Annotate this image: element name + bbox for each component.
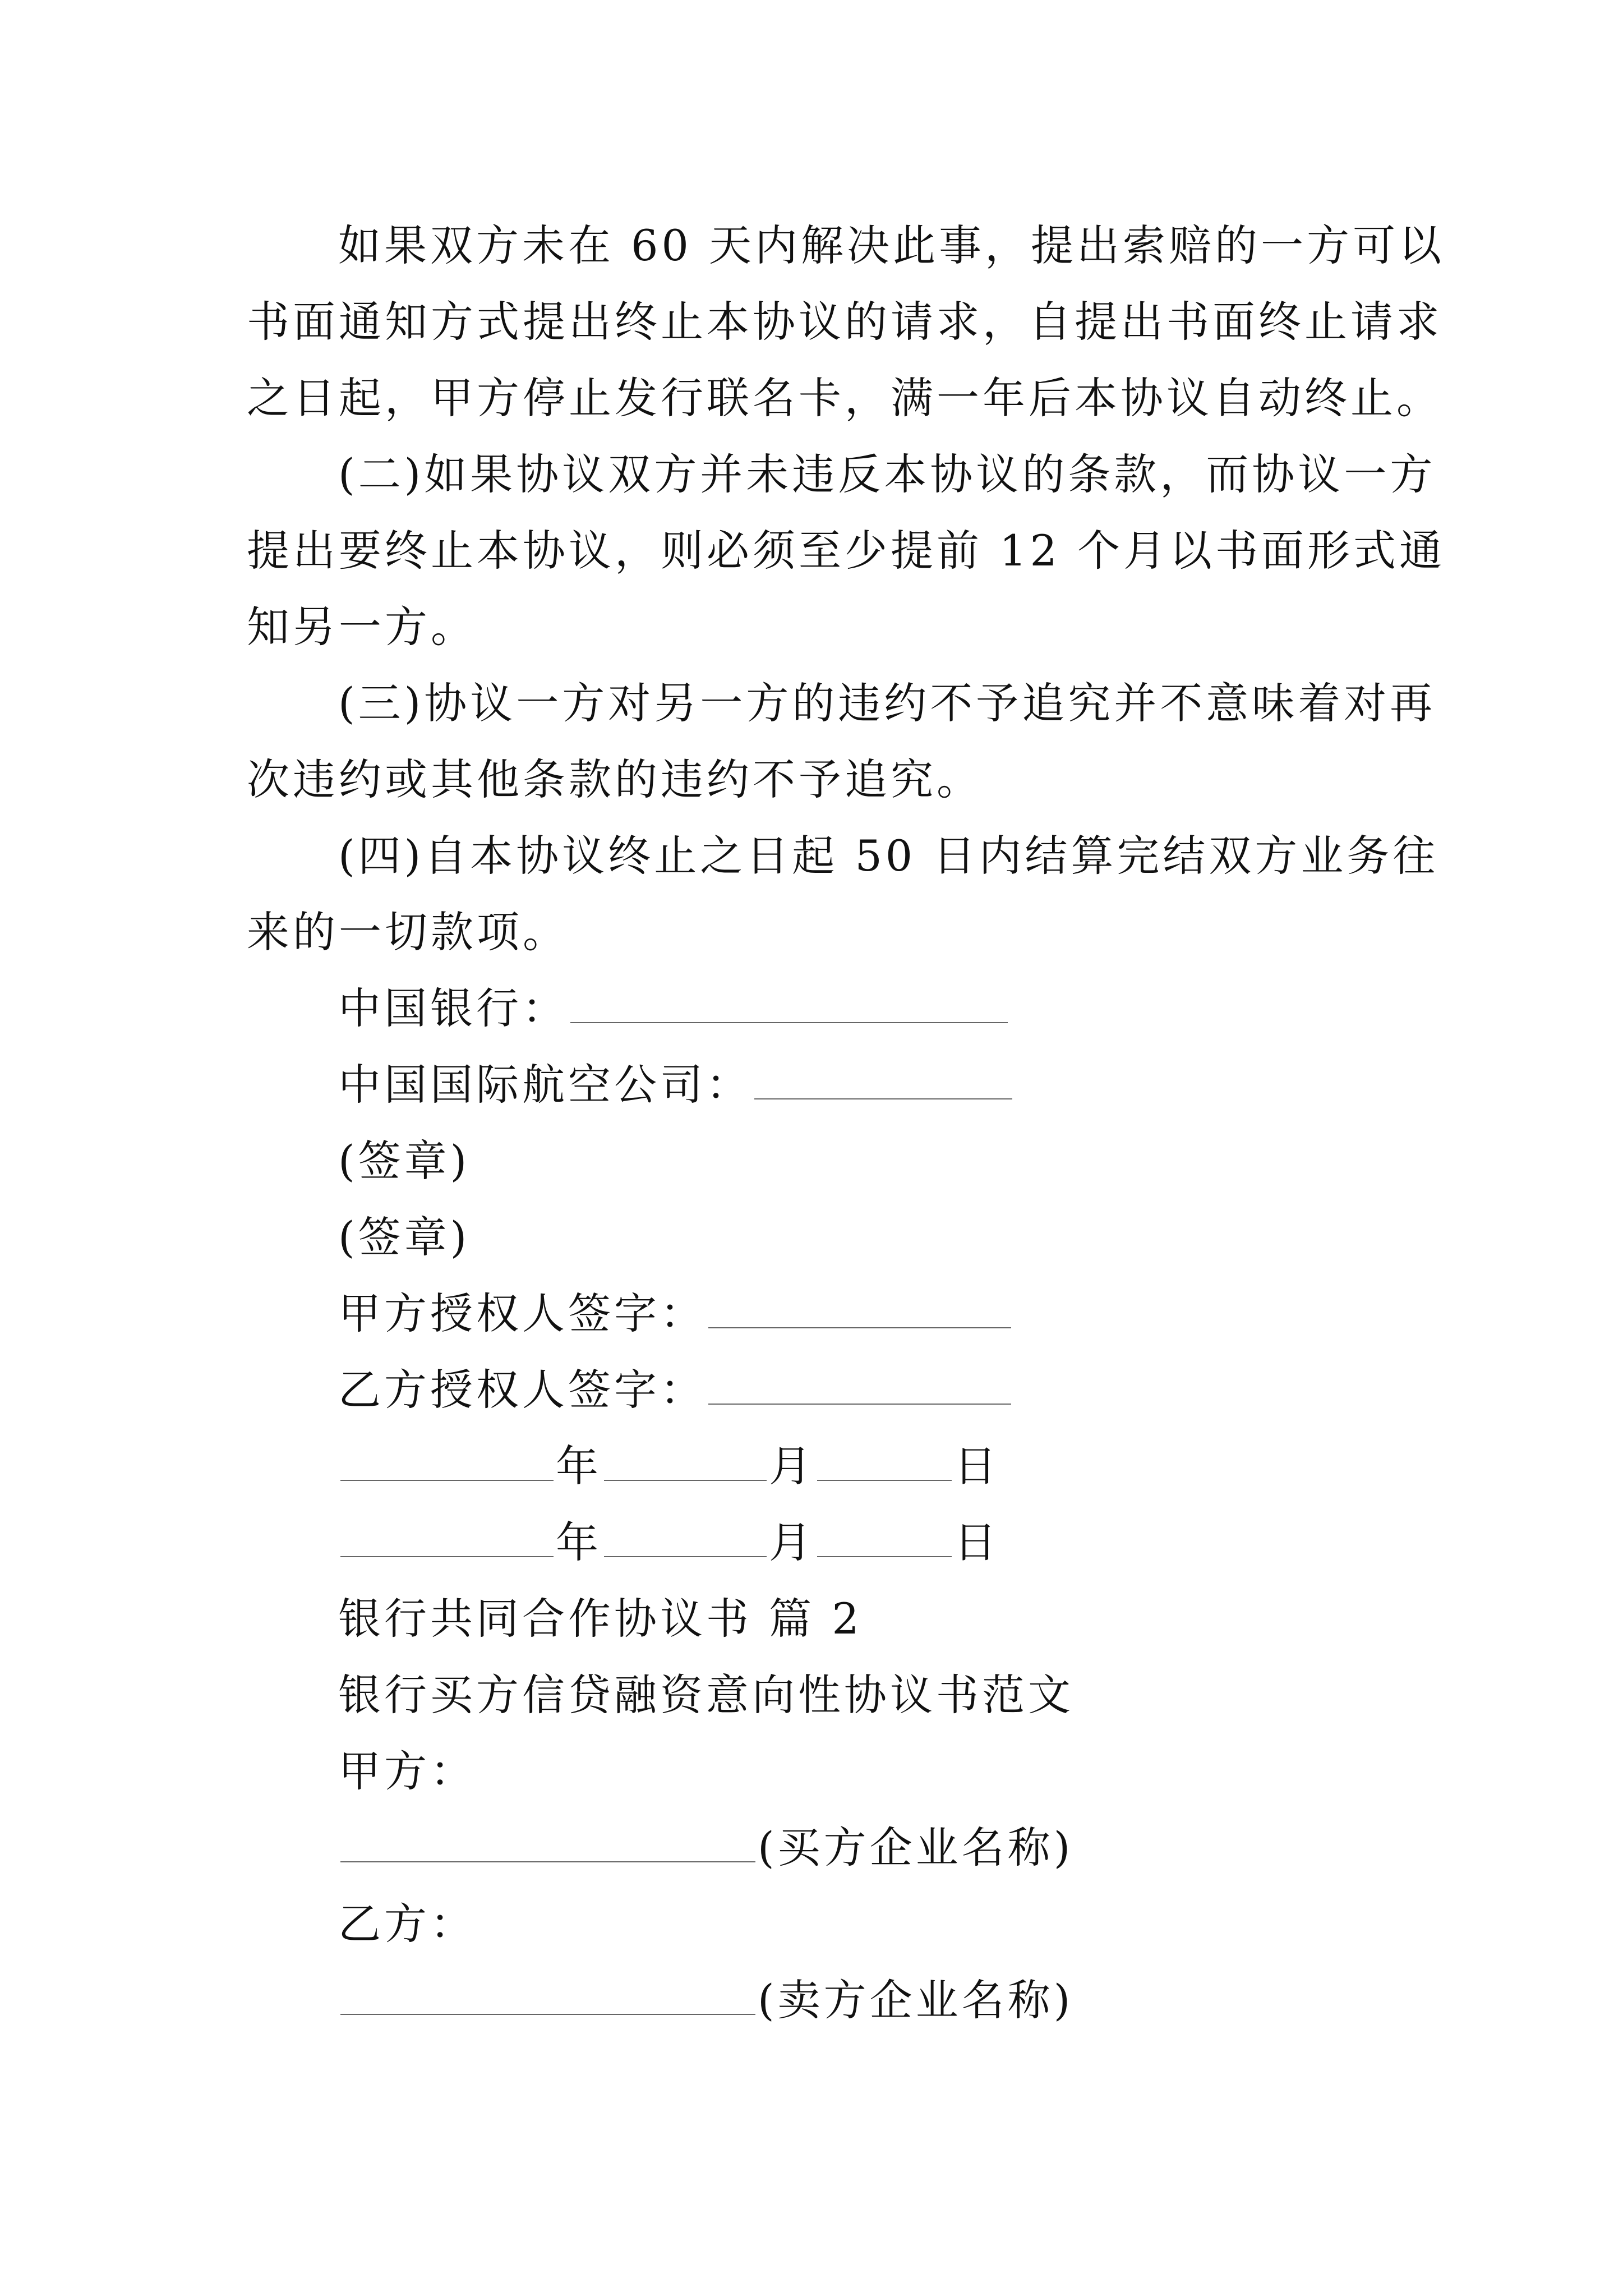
party-a-name-line [338,1821,1073,1875]
month-label: 月 [769,1441,815,1491]
day-blank [817,1516,952,1557]
month-label: 月 [769,1517,815,1567]
paragraph-line: (三)协议一方对另一方的违约不予追究并不意味着对再 [338,678,1436,728]
year-blank [340,1439,554,1481]
paragraph-line: 之日起，甲方停止发行联名卡，满一年后本协议自动终止。 [247,373,1442,423]
party-a-sign-line [338,1287,1013,1341]
year-label: 年 [556,1441,602,1491]
party-a-sign-blank [708,1287,1011,1328]
party-b-sign-blank [708,1363,1011,1405]
seal-line: (签章) [338,1212,471,1262]
paragraph-line: 来的一切款项。 [247,907,569,957]
month-blank [604,1439,767,1481]
party-a-sign-label: 甲方授权人签字： [338,1289,706,1338]
day-blank [817,1439,952,1481]
airline-blank [754,1058,1012,1099]
paragraph-line: 知另一方。 [247,602,477,652]
airline-label: 中国国际航空公司： [338,1060,752,1110]
paragraph-line: 书面通知方式提出终止本协议的请求，自提出书面终止请求 [247,297,1442,347]
party-b-name-blank [340,1973,755,2015]
paragraph-line: (四)自本协议终止之日起 50 日内结算完结双方业务往 [338,831,1439,881]
party-a-label: 甲方： [338,1746,476,1796]
seal-line: (签章) [338,1136,471,1186]
year-label: 年 [556,1517,602,1567]
party-b-label: 乙方： [338,1899,476,1949]
airline-signature-line [338,1058,1015,1112]
party-b-sign-line [338,1363,1013,1417]
section-subtitle: 银行买方信贷融资意向性协议书范文 [338,1670,1074,1720]
party-b-sign-label: 乙方授权人签字： [338,1365,706,1415]
paragraph-line: (二)如果协议双方并未违反本协议的条款，而协议一方 [338,449,1436,499]
paragraph-line: 提出要终止本协议，则必须至少提前 12 个月以书面形式通 [247,526,1446,576]
year-blank [340,1516,554,1557]
date-line [338,1439,1000,1493]
paragraph-line: 次违约或其他条款的违约不予追究。 [247,754,983,804]
bank-blank [570,982,1008,1023]
party-b-note: (卖方企业名称) [758,1975,1074,2025]
party-a-name-blank [340,1821,755,1862]
date-line [338,1516,1000,1570]
party-b-name-line [338,1973,1073,2027]
day-label: 日 [954,1441,1000,1491]
party-a-note: (买方企业名称) [758,1823,1074,1872]
paragraph-line: 如果双方未在 60 天内解决此事，提出索赔的一方可以 [338,220,1445,270]
bank-signature-line [338,982,1010,1036]
month-blank [604,1516,767,1557]
bank-label: 中国银行： [338,983,568,1033]
section-title: 银行共同合作协议书 篇 2 [338,1594,863,1644]
day-label: 日 [954,1517,1000,1567]
